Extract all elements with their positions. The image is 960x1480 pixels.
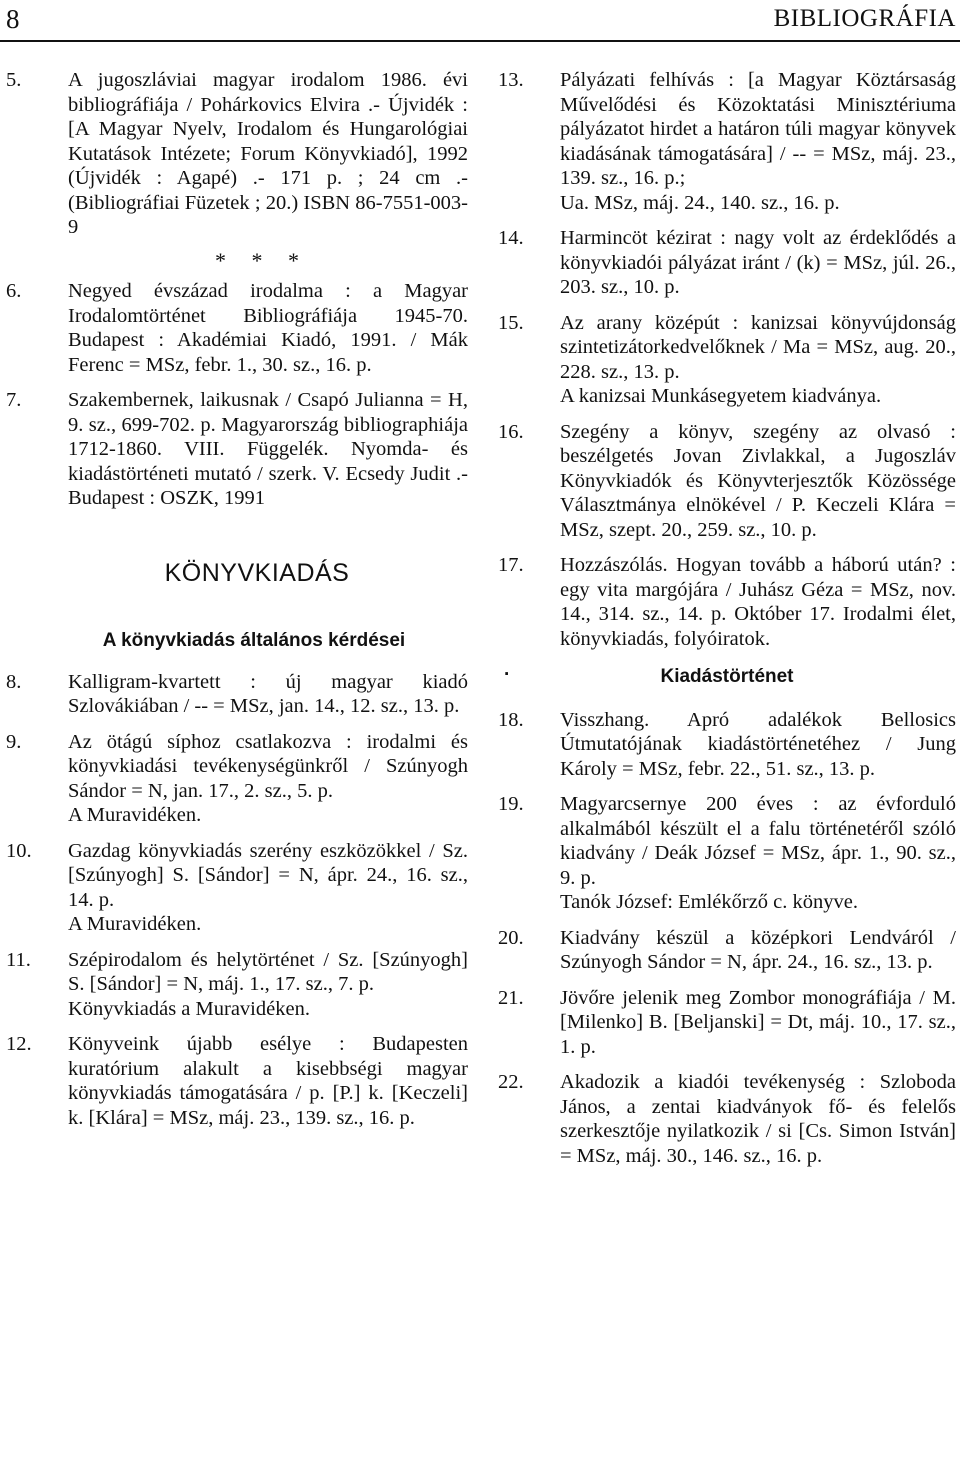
- entry-number: 19.: [498, 793, 524, 815]
- left-entries-a: [6, 68, 468, 240]
- right-entries-b: [498, 708, 956, 1169]
- bibliography-entry: [498, 68, 956, 215]
- bibliography-entry: [6, 388, 468, 511]
- bibliography-entry: [6, 948, 468, 1022]
- entry-note: A kanizsai Munkásegyetem kiadványa.: [560, 385, 882, 407]
- entry-text: Kalligram-kvartett : új magyar kiadó Szlovákiában / -- = MSz, jan. 14., 12. sz., 13. p.: [68, 670, 468, 717]
- right-entries-a: [498, 68, 956, 651]
- entry-text: A jugoszláviai magyar irodalom 1986. évi bibliográfiája / Pohárkovics Elvira .- Újvidék : [A Magyar Nyelv, Irodalom és Hungarológiai Kutatások Intézete; Forum Könyvkiadó], 1992 (Újvidék : Agapé) .- 171 p. ; 24 cm .- (Bibliográfiai Füzetek ; 20.) ISBN 86-7551-003-9: [68, 69, 468, 238]
- bibliography-entry: [6, 730, 468, 828]
- entry-text: Szépirodalom és helytörténet / Sz. [Szúnyogh] S. [Sándor] = N, máj. 1., 17. sz., 7. p.: [68, 948, 468, 995]
- entry-note: Tanók József: Emlékőrző c. könyve.: [560, 891, 859, 913]
- entry-number: 16.: [498, 420, 524, 443]
- entry-text: Hozzászólás. Hogyan tovább a háború után? : egy vita margójára / Juhász Géza = MSz, nov. 14., 314. sz., 14. p. Október 17. Irodalmi élet, könyvkiadás, folyóiratok.: [560, 554, 956, 650]
- entry-note: A Muravidéken.: [68, 913, 202, 935]
- bibliography-entry: [6, 839, 468, 937]
- page-header: [0, 0, 960, 44]
- entry-number: 15.: [498, 311, 524, 334]
- entry-number: 20.: [498, 926, 524, 949]
- subsection-title-history-wrap: [498, 665, 956, 690]
- bibliography-entry: [6, 670, 468, 719]
- entry-text: Harmincöt kézirat : nagy volt az érdeklődés a könyvkiadói pályázat iránt / (k) = MSz, júl. 26., 203. sz., 10. p.: [560, 227, 956, 298]
- entry-number: 14.: [498, 227, 524, 249]
- bibliography-entry: [498, 1070, 956, 1168]
- entry-note: Könyvkiadás a Muravidéken.: [68, 997, 310, 1020]
- bibliography-entry: [6, 1032, 468, 1130]
- entry-text: Jövőre jelenik meg Zombor monográfiája / M. [Milenko] B. [Beljanski] = Dt, máj. 10., 17. sz., 1. p.: [560, 986, 956, 1058]
- bibliography-entry: [498, 553, 956, 651]
- bibliography-entry: [498, 226, 956, 300]
- left-entries-b: [6, 279, 468, 511]
- bibliography-entry: [498, 926, 956, 975]
- entry-text: Szegény a könyv, szegény az olvasó : beszélgetés Jovan Zivlakkal, a Jugoszláv Könyvkiadók és Könyvterjesztők Közössége Választmánya elnökével / P. Keczeli Klára = MSz, szept. 20., 259. sz., 10. p.: [560, 420, 956, 541]
- bibliography-entry: [6, 68, 468, 240]
- entry-number: 17.: [498, 554, 524, 576]
- entry-number: 7.: [6, 389, 22, 411]
- entry-text: Pályázati felhívás : [a Magyar Köztársaság Művelődési és Közoktatási Minisztériuma pályázatot hirdet a határon túli magyar könyvek kiadásának támogatására] / -- = MSz, máj. 23., 139. sz., 16. p.;: [560, 69, 956, 189]
- bibliography-entry: [498, 311, 956, 409]
- entry-text: Az ötágú síphoz csatlakozva : irodalmi és könyvkiadási tevékenységünkről / Szúnyogh Sándor = N, jan. 17., 2. sz., 5. p.: [68, 730, 468, 802]
- entry-text: Negyed évszázad irodalma : a Magyar Irodalomtörténet Bibliográfiája 1945-70. Budapest : Akadémiai Kiadó, 1991. / Mák Ferenc = MSz, febr. 1., 30. sz., 16. p.: [68, 280, 468, 376]
- bibliography-entry: [6, 279, 468, 377]
- entry-text: Akadozik a kiadói tevékenység : Szloboda János, a zentai kiadványok fő- és felelős szerkesztője nyilatkozik / si [Cs. Simon István] = MSz, máj. 30., 146. sz., 16. p.: [560, 1071, 956, 1167]
- running-title: BIBLIOGRÁFIA: [773, 5, 956, 32]
- left-entries-c: [6, 670, 468, 1131]
- entry-number: 21.: [498, 986, 524, 1009]
- entry-number: 11.: [6, 948, 31, 971]
- subsection-title-history: Kiadástörténet: [660, 666, 794, 687]
- entry-note: Ua. MSz, máj. 24., 140. sz., 16. p.: [560, 191, 840, 214]
- separator-stars: * * *: [215, 247, 309, 273]
- bibliography-entry: [498, 986, 956, 1060]
- entry-number: 13.: [498, 69, 524, 91]
- left-column: [6, 68, 468, 1141]
- section-title: KÖNYVKIADÁS: [164, 558, 350, 587]
- entry-text: Szakembernek, laikusnak / Csapó Julianna = H, 9. sz., 699-702. p. Magyarország bibliographiája 1712-1860. VIII. Függelék. Nyomda- és kiadástörténeti mutató / szerk. V. Ecsedy Judit .- Budapest : OSZK, 1991: [68, 389, 468, 509]
- entry-number: 8.: [6, 670, 22, 693]
- right-column: [498, 68, 956, 1179]
- bibliography-entry: [498, 420, 956, 543]
- entry-text: Könyveink újabb esélye : Budapesten kuratórium alakult a kisebbségi magyar könyvkiadás támogatására / p. [P.] k. [Keczeli] k. [Klára] = MSz, máj. 23., 139. sz., 16. p.: [68, 1033, 468, 1129]
- entry-number: 18.: [498, 708, 524, 731]
- entry-number: 5.: [6, 69, 22, 91]
- subsection-title-general: A könyvkiadás általános kérdései: [102, 630, 406, 651]
- entry-number: 6.: [6, 280, 22, 302]
- entry-text: Kiadvány készül a középkori Lendváról / Szúnyogh Sándor = N, ápr. 24., 16. sz., 13. p.: [560, 926, 956, 973]
- entry-text: Magyarcsernye 200 éves : az évforduló alkalmából készült el a falu történetéről szóló kiadvány / Deák József = MSz, ápr. 1., 90. sz., 9. p.: [560, 793, 956, 889]
- entry-note: A Muravidéken.: [68, 804, 202, 826]
- entry-number: 10.: [6, 839, 32, 862]
- bibliography-entry: [498, 792, 956, 915]
- header-rule: [0, 40, 960, 42]
- entry-number: 12.: [6, 1033, 32, 1055]
- entry-text: Az arany középút : kanizsai könyvújdonság szintetizátorkedvelőknek / Ma = MSz, aug. 20., 228. sz., 13. p.: [560, 311, 956, 383]
- subsection-dot: ·: [504, 664, 511, 685]
- bibliography-entry: [498, 708, 956, 782]
- page-number: 8: [6, 4, 20, 34]
- entry-number: 22.: [498, 1071, 524, 1093]
- entry-number: 9.: [6, 730, 22, 753]
- entry-text: Gazdag könyvkiadás szerény eszközökkel / Sz. [Szúnyogh] S. [Sándor] = N, ápr. 24., 16. sz., 14. p.: [68, 839, 468, 911]
- entry-text: Visszhang. Apró adalékok Bellosics Útmutatójának kiadástörténetéhez / Jung Károly = MSz, febr. 22., 51. sz., 13. p.: [560, 708, 956, 780]
